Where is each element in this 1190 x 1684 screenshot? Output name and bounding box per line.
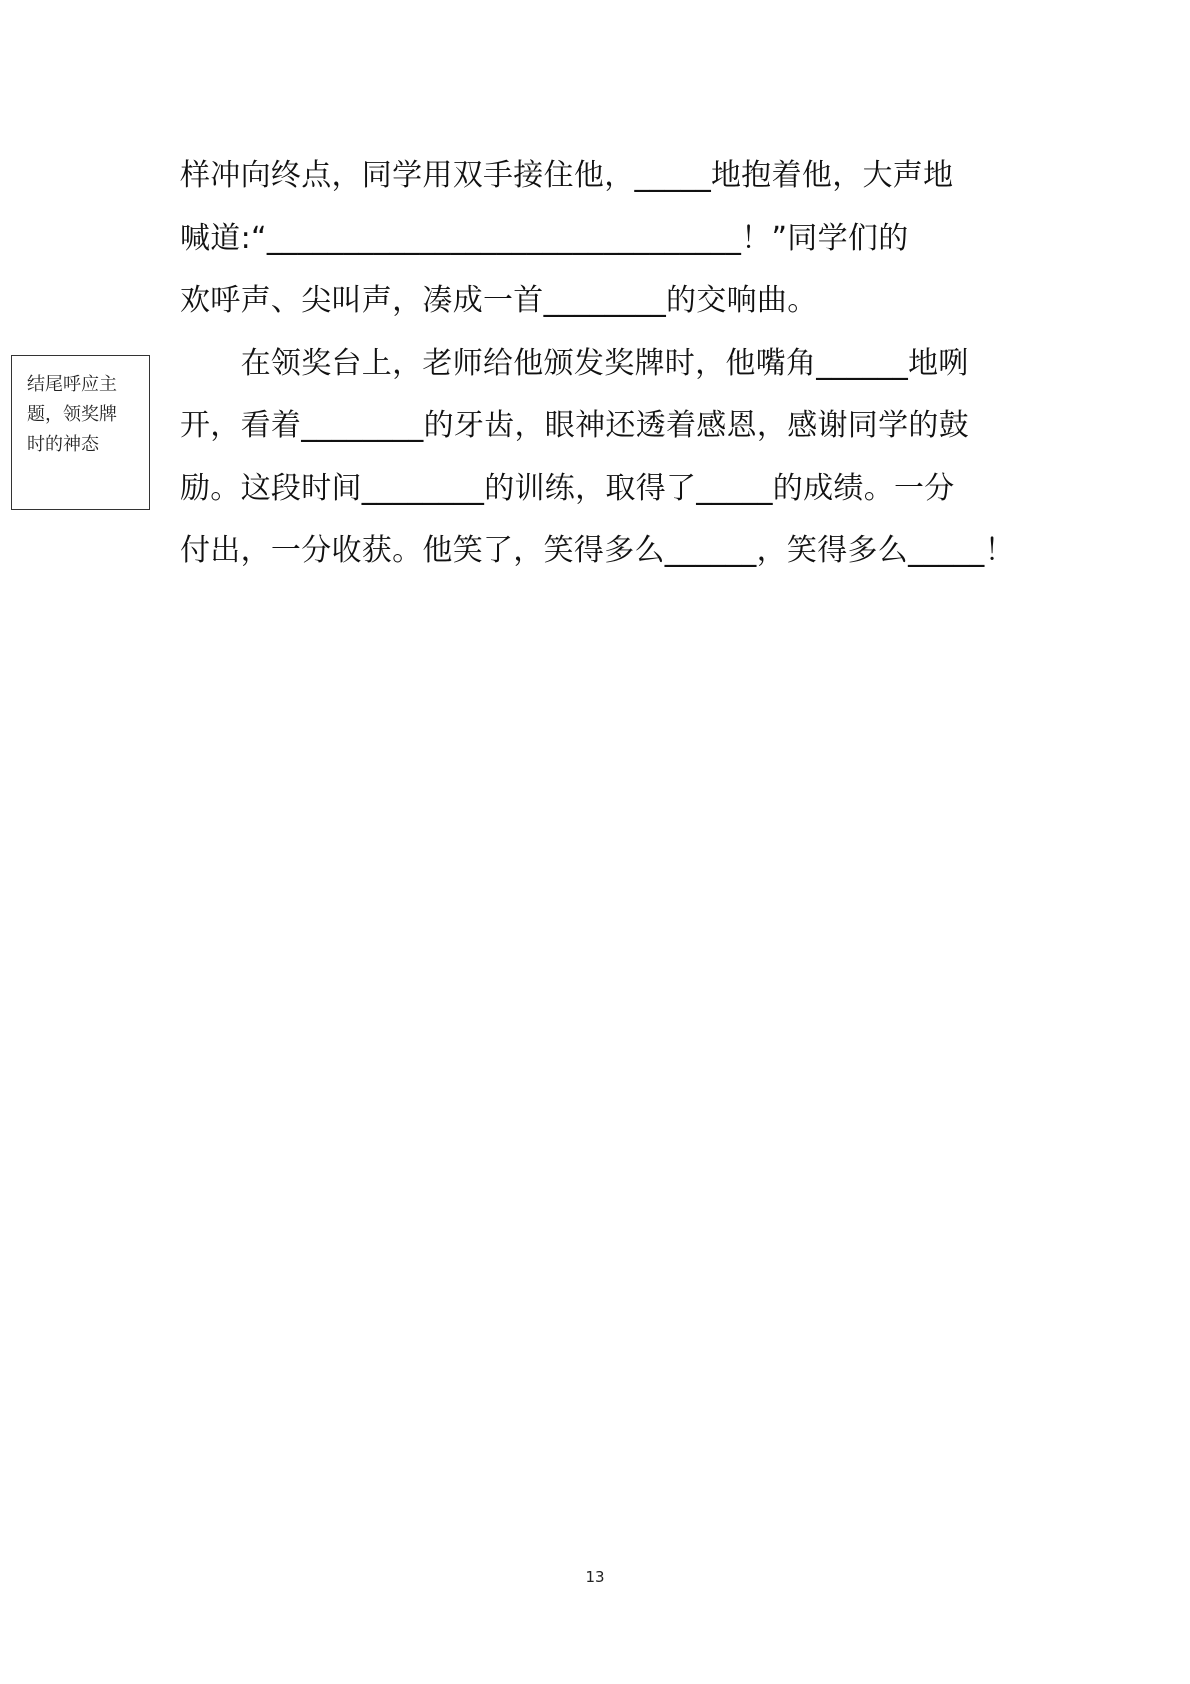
text-line: 欢呼声、尖叫声，凑成一首________的交响曲。: [180, 283, 818, 318]
text-line: 付出，一分收获。他笑了，笑得多么______，笑得多么_____！: [180, 533, 1015, 568]
annotation-line: 结尾呼应主: [27, 374, 117, 395]
margin-annotation-box: [11, 355, 150, 510]
annotation-line: 题，领奖牌: [27, 404, 117, 425]
text-line: 样冲向终点，同学用双手接住他，_____地抱着他，大声地: [180, 158, 954, 193]
annotation-line: 时的神态: [27, 434, 99, 455]
text-line: 喊道:“_______________________________！”同学们的: [180, 220, 909, 256]
essay-text: [180, 145, 1015, 583]
text-line: 励。这段时间________的训练，取得了_____的成绩。一分: [180, 470, 955, 506]
page-number: 13: [585, 1568, 605, 1586]
text-line: 开，看着________的牙齿，眼神还透着感恩，感谢同学的鼓: [180, 408, 969, 443]
text-line: 在领奖台上，老师给他颁发奖牌时，他嘴角______地咧: [180, 345, 969, 381]
